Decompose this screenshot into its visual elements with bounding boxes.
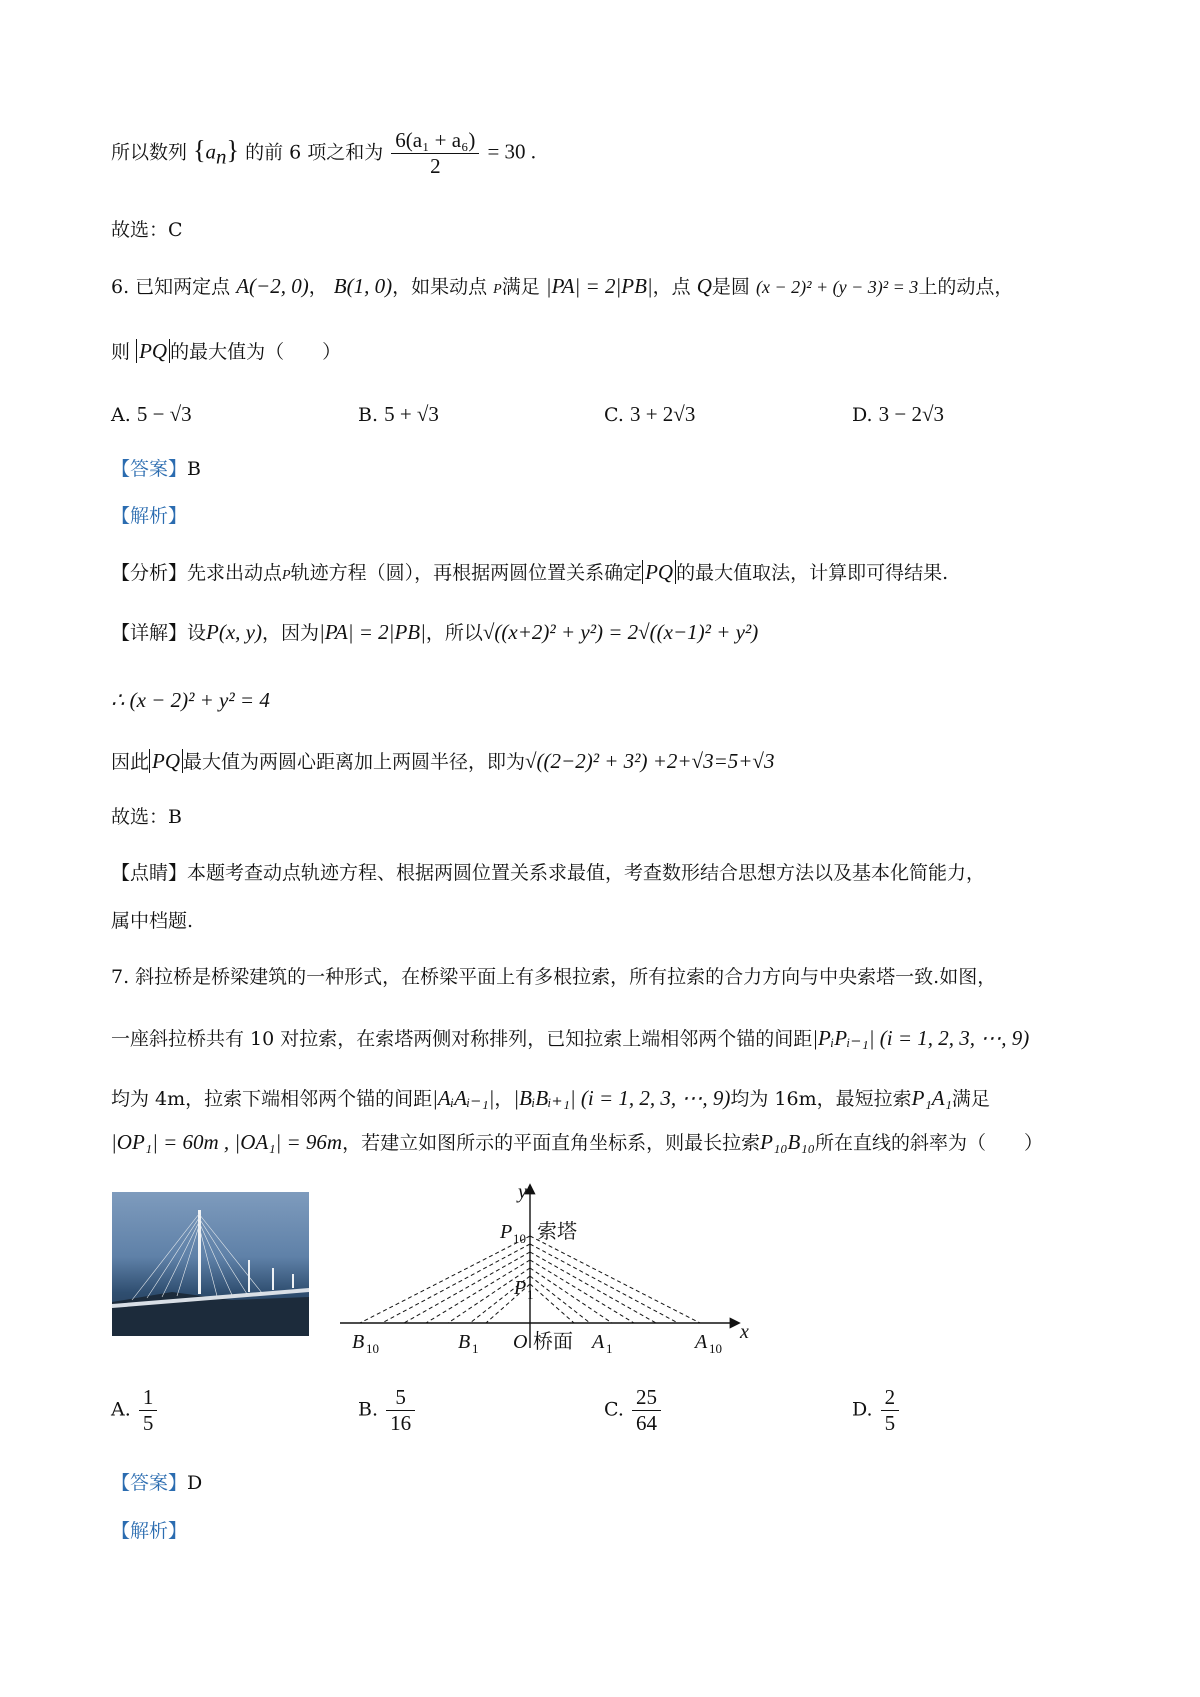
- a1-label: A: [592, 1331, 605, 1353]
- q6-option-a: [111, 402, 192, 427]
- pq-abs: PQ: [149, 749, 183, 773]
- q7-line2: [111, 1026, 1029, 1051]
- jiexi-7: 【解析】: [111, 1520, 188, 1542]
- a10-label: A: [695, 1331, 708, 1353]
- text: 均为 16m，最短拉索: [730, 1088, 912, 1110]
- circle-eq: (x − 2)² + (y − 3)² = 3: [755, 277, 919, 297]
- text: 最大值为两圆心距离加上两圆半径，即为: [183, 751, 526, 773]
- option-fraction: [139, 1385, 158, 1436]
- answer-6: [111, 458, 201, 481]
- text: 6. 已知两定点: [111, 276, 231, 298]
- var-p: P: [493, 282, 502, 297]
- p10b10: P₁₀B₁₀: [760, 1130, 815, 1154]
- frac-num: 2: [881, 1385, 900, 1411]
- text: 所在直线的斜率为（ ）: [814, 1132, 1043, 1154]
- text: 轨迹方程（圆），再根据两圆位置关系确定: [290, 562, 643, 584]
- guxuan-6: 故选：B: [111, 806, 182, 828]
- sum-line: 所以数列 $\{a_n\}$ 的前 6 项之和为 $\frac{\text{6(a₁ + a₆)}}{2}$ = 30 .: [111, 128, 537, 179]
- pp-spacing: |PᵢPᵢ₋₁| (i = 1, 2, 3, ⋯, 9): [812, 1026, 1030, 1050]
- distance-equation: √((x+2)² + y²) = 2√((x−1)² + y²): [482, 620, 759, 644]
- option-label: D.: [852, 1398, 873, 1421]
- b10-sub: 10: [366, 1341, 379, 1356]
- option-label: C.: [604, 404, 624, 426]
- q7-option-c: [604, 1385, 663, 1436]
- answer-tag: 【答案】: [111, 458, 188, 480]
- a10-sub: 10: [709, 1341, 722, 1356]
- b1-label: B: [458, 1331, 471, 1353]
- origin-label: O: [513, 1331, 528, 1353]
- yinci-line: [111, 749, 774, 774]
- pq-abs: PQ: [642, 560, 676, 584]
- q7-line1: 7. 斜拉桥是桥梁建筑的一种形式，在桥梁平面上有多根拉索，所有拉索的合力方向与中央索塔一致.如图，: [111, 966, 997, 988]
- answer-7: [111, 1472, 202, 1495]
- point-a: A(−2, 0): [236, 274, 309, 298]
- therefore-line: ∴ (x − 2)² + y² = 4: [111, 688, 270, 712]
- text: ，因为: [262, 622, 320, 644]
- p1-sub: 1: [527, 1287, 534, 1302]
- option-label: B.: [358, 404, 379, 426]
- text: ，点: [652, 276, 691, 298]
- point-pxy: P(x, y): [206, 620, 262, 644]
- answer-choice-line: 故选：C: [111, 219, 183, 241]
- q7-option-d: [852, 1385, 901, 1436]
- text: 是圆: [711, 276, 750, 298]
- p10-label: P: [500, 1221, 513, 1243]
- var-q: Q: [696, 274, 712, 298]
- dianjing-line1: [111, 862, 985, 885]
- bridge-photo-drawing: [112, 1192, 309, 1336]
- frac-den: 5: [884, 1411, 896, 1435]
- fenxi-tag: 【分析】: [111, 562, 188, 584]
- q6-option-d: [852, 402, 944, 427]
- var-p: P: [282, 568, 291, 583]
- aa-spacing: |AᵢAᵢ₋₁|: [432, 1086, 495, 1110]
- answer-value: D: [187, 1472, 203, 1494]
- text: ，如果动点: [392, 276, 488, 298]
- text: 设: [187, 622, 207, 644]
- frac-den: 16: [390, 1411, 412, 1435]
- text: 先求出动点: [187, 562, 283, 584]
- text: 所以数列: [111, 141, 188, 164]
- seq-var: a: [205, 139, 217, 164]
- q6-line1: [111, 274, 1013, 299]
- xiangjie-line: [111, 620, 758, 645]
- q7-option-a: [111, 1385, 159, 1436]
- text: 上的动点，: [918, 276, 1014, 298]
- dianjing-line2: 属中档题.: [111, 910, 194, 932]
- seq-sub: n: [216, 144, 227, 169]
- option-label: D.: [852, 404, 873, 426]
- option-label: A.: [111, 404, 131, 426]
- text: 因此: [111, 751, 150, 773]
- tower-label: 索塔: [537, 1219, 577, 1243]
- text: 一座斜拉桥共有 10 对拉索，在索塔两侧对称排列，已知拉索上端相邻两个锚的间距: [111, 1028, 813, 1050]
- bridge-photo: [112, 1192, 309, 1336]
- y-label: y: [518, 1181, 527, 1203]
- b10-label: B: [352, 1331, 365, 1353]
- frac-den: 64: [635, 1411, 657, 1435]
- answer-tag: 【答案】: [111, 1472, 188, 1494]
- b1-sub: 1: [472, 1341, 479, 1356]
- option-fraction: [386, 1385, 415, 1436]
- option-value: 5 + √3: [384, 402, 439, 426]
- frac-den: 2: [430, 154, 441, 179]
- text: 的前 6 项之和为: [245, 141, 384, 164]
- point-b: B(1, 0): [333, 274, 393, 298]
- q6-line2: [111, 339, 341, 364]
- option-fraction: [881, 1385, 900, 1436]
- bb-spacing: |BᵢBᵢ₊₁| (i = 1, 2, 3, ⋯, 9): [513, 1086, 731, 1110]
- text: ，所以: [425, 622, 483, 644]
- dianjing-tag: 【点睛】: [111, 862, 188, 884]
- frac-num: 1: [139, 1385, 158, 1411]
- text: 满足: [501, 276, 540, 298]
- result: = 30 .: [487, 139, 537, 164]
- p1-label: P: [514, 1277, 527, 1299]
- pq-abs: PQ: [136, 339, 170, 363]
- condition: |PA| = 2|PB|: [319, 620, 426, 644]
- text: ，: [494, 1088, 514, 1110]
- op-oa-values: |OP₁| = 60m , |OA₁| = 96m: [111, 1130, 343, 1154]
- answer-value: B: [187, 458, 201, 480]
- option-fraction: [632, 1385, 661, 1436]
- q6-option-c: [604, 402, 695, 427]
- q7-option-b: [358, 1385, 417, 1436]
- option-value: 3 + 2√3: [629, 402, 696, 426]
- fraction: [391, 128, 479, 179]
- option-label: C.: [604, 1398, 624, 1421]
- x-label: x: [740, 1321, 749, 1343]
- frac-den: 5: [142, 1411, 154, 1435]
- fenxi-line: [111, 560, 948, 585]
- frac-num: 5: [386, 1385, 415, 1411]
- text: ，若建立如图所示的平面直角坐标系，则最长拉索: [342, 1132, 761, 1154]
- cable-stayed-diagram: [330, 1178, 750, 1356]
- option-label: A.: [111, 1398, 131, 1421]
- max-expression: √((2−2)² + 3²) +2+√3=5+√3: [525, 749, 775, 773]
- text: 本题考查动点轨迹方程、根据两圆位置关系求最值，考查数形结合思想方法以及基本化简能力，: [187, 862, 986, 884]
- text: 的最大值为（ ）: [170, 341, 342, 363]
- text: ，: [308, 276, 328, 298]
- condition: |PA| = 2|PB|: [545, 274, 653, 298]
- text: 的最大值取法，计算即可得结果.: [676, 562, 949, 584]
- xiangjie-tag: 【详解】: [111, 622, 188, 644]
- text: 均为 4m，拉索下端相邻两个锚的间距: [111, 1088, 433, 1110]
- jiexi-6: 【解析】: [111, 505, 188, 527]
- frac-num: 25: [632, 1385, 661, 1411]
- text: 则: [111, 341, 131, 363]
- deck-label: 桥面: [533, 1329, 573, 1353]
- q6-option-b: [358, 402, 439, 427]
- p10-sub: 10: [513, 1231, 526, 1246]
- q7-line3: [111, 1086, 990, 1111]
- text: 满足: [951, 1088, 990, 1110]
- option-value: 5 − √3: [136, 402, 192, 426]
- p1a1: P₁A₁: [911, 1086, 952, 1110]
- frac-num: 6(a₁ + a₆): [391, 128, 479, 154]
- a1-sub: 1: [606, 1341, 613, 1356]
- option-value: 3 − 2√3: [878, 402, 945, 426]
- option-label: B.: [358, 1398, 379, 1421]
- q7-line4: [111, 1130, 1043, 1155]
